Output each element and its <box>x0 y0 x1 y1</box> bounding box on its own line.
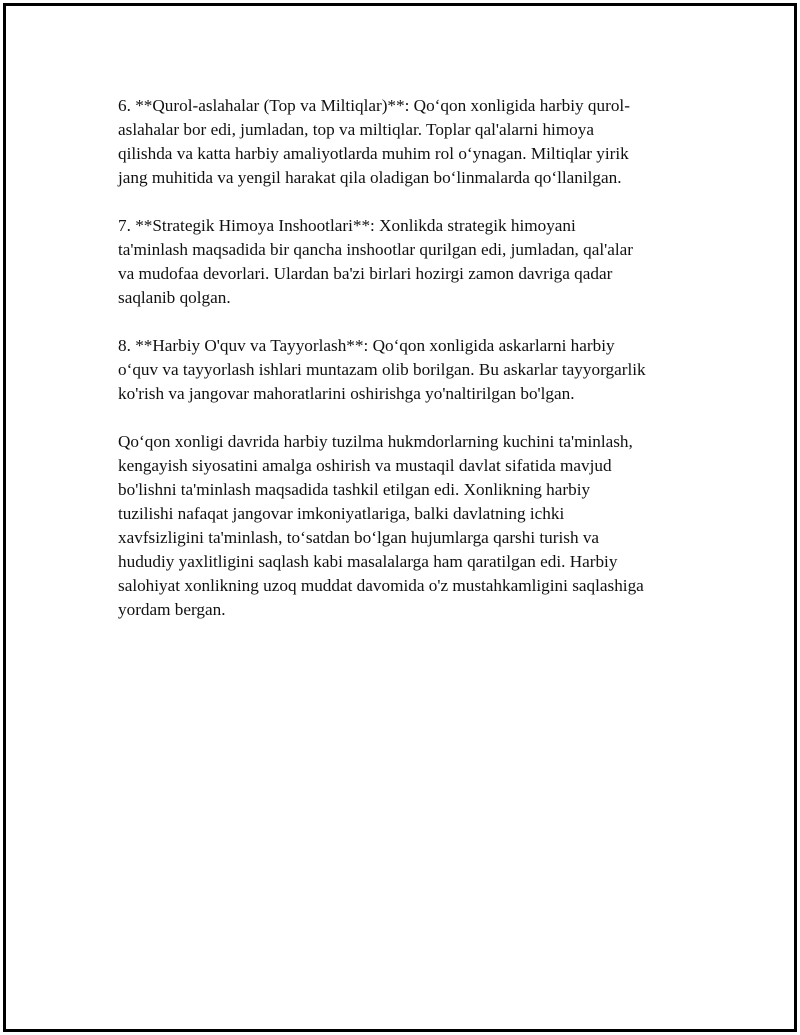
text-line: xavfsizligini ta'minlash, to‘satdan bo‘lgan hujumlarga qarshi turish va <box>118 528 600 547</box>
paragraph-conclusion <box>118 430 684 622</box>
text-line: hududiy yaxlitligini saqlash kabi masalalarga ham qaratilgan edi. Harbiy <box>118 552 618 571</box>
paragraph-training <box>118 334 684 406</box>
text-line: 7. **Strategik Himoya Inshootlari**: Xonlikda strategik himoyani <box>118 216 576 235</box>
text-line: kengayish siyosatini amalga oshirish va mustaqil davlat sifatida mavjud <box>118 456 612 475</box>
text-line: ta'minlash maqsadida bir qancha inshootlar qurilgan edi, jumladan, qal'alar <box>118 240 633 259</box>
document-body <box>118 94 684 646</box>
text-line: jang muhitida va yengil harakat qila oladigan bo‘linmalarda qo‘llanilgan. <box>118 168 622 187</box>
text-line: Qo‘qon xonligi davrida harbiy tuzilma hukmdorlarning kuchini ta'minlash, <box>118 432 633 451</box>
text-line: salohiyat xonlikning uzoq muddat davomida o'z mustahkamligini saqlashiga <box>118 576 644 595</box>
text-line: 8. **Harbiy O'quv va Tayyorlash**: Qo‘qon xonligida askarlarni harbiy <box>118 336 615 355</box>
text-line: yordam bergan. <box>118 600 226 619</box>
text-line: o‘quv va tayyorlash ishlari muntazam olib borilgan. Bu askarlar tayyorgarlik <box>118 360 646 379</box>
text-line: qilishda va katta harbiy amaliyotlarda muhim rol o‘ynagan. Miltiqlar yirik <box>118 144 629 163</box>
text-line: 6. **Qurol-aslahalar (Top va Miltiqlar)**: Qo‘qon xonligida harbiy qurol- <box>118 96 630 115</box>
text-line: ko'rish va jangovar mahoratlarini oshirishga yo'naltirilgan bo'lgan. <box>118 384 575 403</box>
text-line: bo'lishni ta'minlash maqsadida tashkil etilgan edi. Xonlikning harbiy <box>118 480 591 499</box>
paragraph-weapons <box>118 94 684 190</box>
text-line: saqlanib qolgan. <box>118 288 231 307</box>
text-line: va mudofaa devorlari. Ulardan ba'zi birlari hozirgi zamon davriga qadar <box>118 264 613 283</box>
text-line: aslahalar bor edi, jumladan, top va miltiqlar. Toplar qal'alarni himoya <box>118 120 595 139</box>
paragraph-fortifications <box>118 214 684 310</box>
text-line: tuzilishi nafaqat jangovar imkoniyatlariga, balki davlatning ichki <box>118 504 565 523</box>
